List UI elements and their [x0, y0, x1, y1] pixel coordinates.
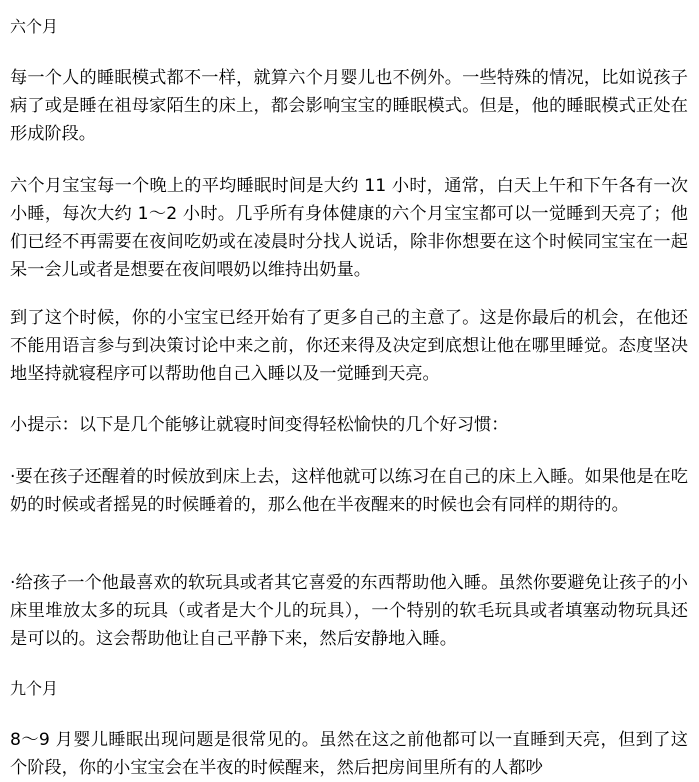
section-heading-nine-months: 九个月 [10, 679, 59, 698]
paragraph-tips-intro: 小提示：以下是几个能够让就寝时间变得轻松愉快的几个好习惯： [10, 415, 509, 435]
section-heading-six-months: 六个月 [10, 17, 59, 36]
paragraph-nine-month-sleep: 8～9 月婴儿睡眠出现问题是很常见的。虽然在这之前他都可以一直睡到天亮，但到了这个阶段，你的小宝宝会在半夜的时候醒来，然后把房间里所有的人都吵 [10, 730, 688, 778]
tip-soft-toy: ·给孩子一个他最喜欢的软玩具或者其它喜爱的东西帮助他入睡。虽然你要避免让孩子的小床里堆放太多的玩具（或者是大个儿的玩具），一个特别的软毛玩具或者填塞动物玩具还是可以的。这会帮助他让自己平静下来，然后安静地入睡。 [10, 573, 688, 649]
tip-put-to-bed-awake: ·要在孩子还醒着的时候放到床上去，这样他就可以练习在自己的床上入睡。如果他是在吃奶的时候或者摇晃的时候睡着的，那么他在半夜醒来的时候也会有同样的期待的。 [10, 467, 688, 515]
paragraph-sleep-patterns: 每一个人的睡眠模式都不一样，就算六个月婴儿也不例外。一些特殊的情况，比如说孩子病了或是睡在祖母家陌生的床上，都会影响宝宝的睡眠模式。但是，他的睡眠模式正处在形成阶段。 [10, 68, 688, 144]
paragraph-average-sleep: 六个月宝宝每一个晚上的平均睡眠时间是大约 11 小时，通常，白天上午和下午各有一次小睡，每次大约 1～2 小时。几乎所有身体健康的六个月宝宝都可以一觉睡到天亮了；他们已经不再需要在夜间吃奶或在凌晨时分找人说话，除非你想要在这个时候同宝宝在一起呆一会儿或者是想要在夜间喂奶以维持出奶量。 [10, 176, 688, 280]
paragraph-last-chance: 到了这个时候，你的小宝宝已经开始有了更多自己的主意了。这是你最后的机会，在他还不能用语言参与到决策讨论中来之前，你还来得及决定到底想让他在哪里睡觉。态度坚决地坚持就寝程序可以帮助他自己入睡以及一觉睡到天亮。 [10, 308, 688, 384]
